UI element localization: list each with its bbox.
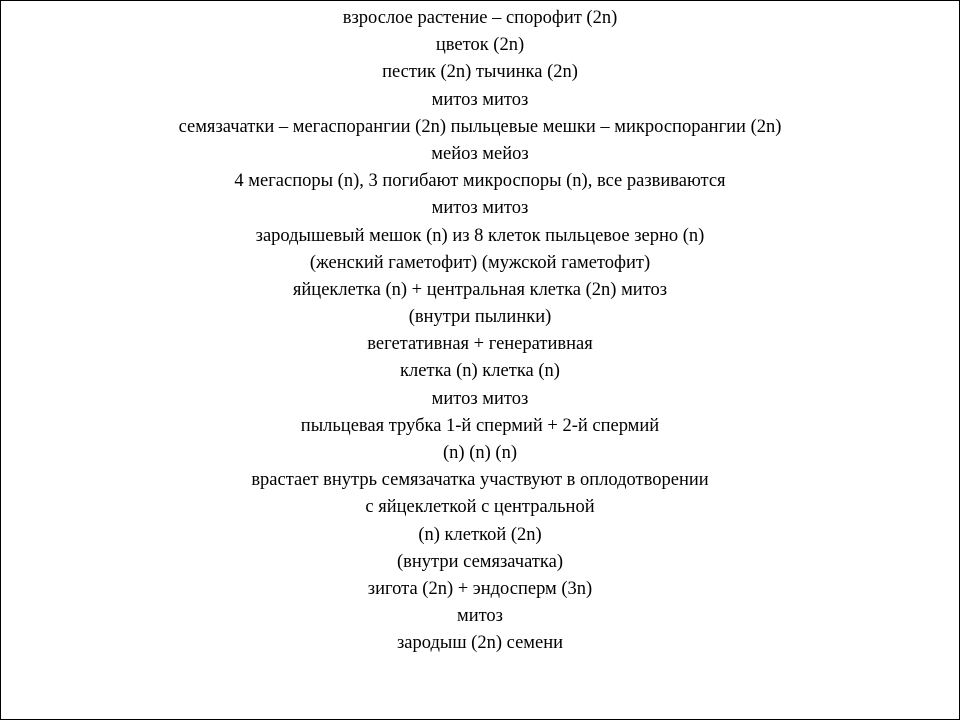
text-line: с яйцеклеткой с центральной (365, 497, 595, 518)
text-line: мейоз мейоз (431, 143, 529, 164)
text-line: (n) (n) (n) (443, 443, 517, 463)
text-line: пестик (2n) тычинка (2n) (382, 62, 578, 83)
text-line: митоз митоз (431, 388, 529, 409)
text-line: зародыш (2n) семени (396, 633, 563, 654)
text-line: врастает внутрь семязачатка участвуют в оплодотворении (251, 470, 709, 491)
text-line: митоз митоз (431, 89, 529, 110)
scheme-text (1, 5, 959, 658)
text-line: яйцеклетка (n) + центральная клетка (2n) митоз (292, 279, 668, 300)
text-line: пыльцевая трубка 1-й спермий + 2-й спермий (300, 415, 660, 436)
text-line: (n) клеткой (2n) (418, 524, 542, 545)
text-line: вегетативная + генеративная (367, 334, 593, 355)
text-line: взрослое растение – спорофит (2n) (342, 8, 618, 28)
text-line: митоз (456, 606, 503, 627)
text-line: цветок (2n) (435, 35, 525, 56)
text-line: 4 мегаспоры (n), 3 погибают микроспоры (n), все развиваются (234, 171, 726, 192)
text-line: митоз митоз (431, 198, 529, 219)
text-line: (женский гаметофит) (мужской гаметофит) (309, 252, 651, 273)
text-line: (внутри пылинки) (408, 307, 552, 328)
text-line: семязачатки – мегаспорангии (2n) пыльцевые мешки – микроспорангии (2n) (178, 116, 782, 137)
text-line: зародышевый мешок (n) из 8 клеток пыльцевое зерно (n) (255, 225, 705, 246)
text-line: клетка (n) клетка (n) (400, 361, 560, 382)
text-line: (внутри семязачатка) (397, 551, 563, 572)
text-line: зигота (2n) + эндосперм (3n) (367, 578, 593, 599)
